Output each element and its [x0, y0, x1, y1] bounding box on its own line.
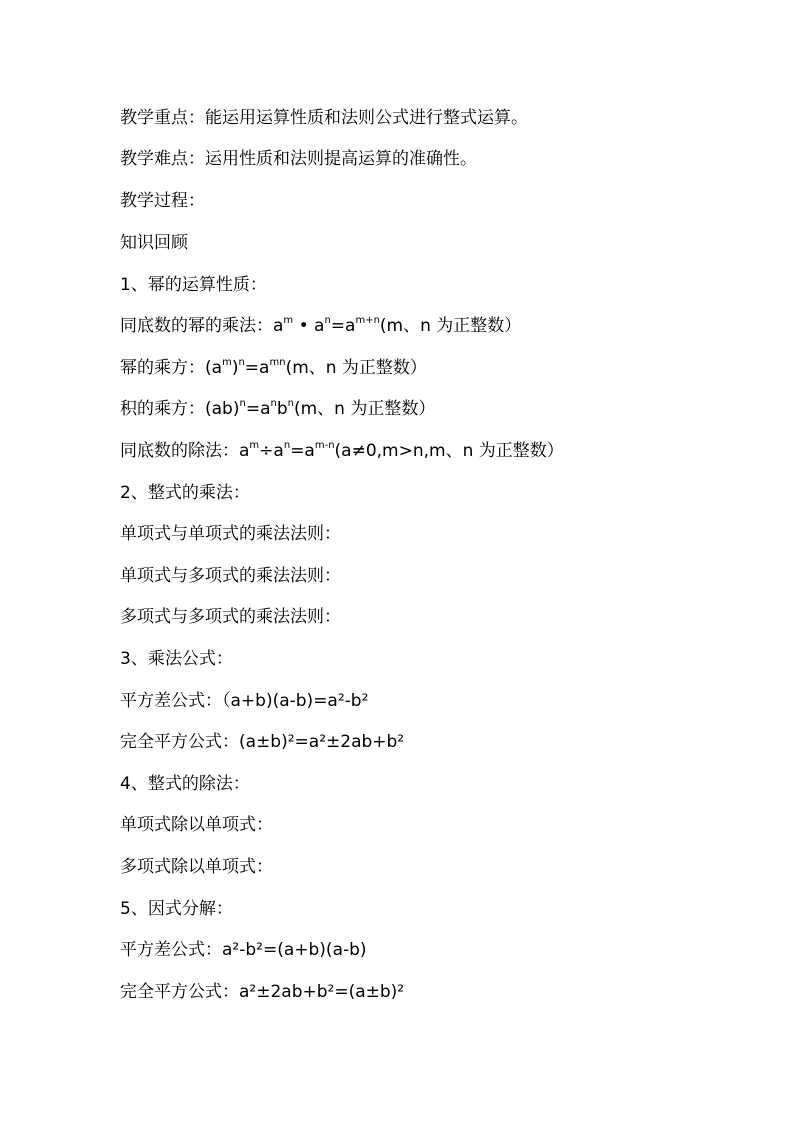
line-perfect-square: 完全平方公式：(a±b)²=a²±2ab+b² [120, 732, 405, 752]
line-section-2: 2、整式的乘法： [120, 483, 250, 503]
line-power-division: 同底数的除法：$a^m\div a^n=a^{m-n}(a\ne 0,m>n,m$、n 为正整数） [120, 440, 564, 461]
line-review: 知识回顾 [120, 233, 188, 253]
line-factor-perfect-square: 完全平方公式：a²±2ab+b²=(a±b)² [120, 982, 405, 1002]
line-power-product: 同底数的幂的乘法：$a^m$ • $a^n=a^{m+n}(m$、n 为正整数） [120, 315, 522, 336]
line-section-3: 3、乘法公式： [120, 649, 233, 669]
line-mono-mono: 单项式与单项式的乘法法则： [120, 524, 341, 544]
line-key-points: 教学重点：能运用运算性质和法则公式进行整式运算。 [120, 108, 528, 128]
line-poly-poly: 多项式与多项式的乘法法则： [120, 607, 341, 627]
line-power-of-product: 积的乘方：$(ab)^n=a^nb^n(m$、n 为正整数） [120, 398, 436, 419]
line-section-5: 5、因式分解： [120, 899, 233, 919]
line-difficulties: 教学难点：运用性质和法则提高运算的准确性。 [120, 149, 477, 169]
line-section-1: 1、幂的运算性质： [120, 275, 267, 295]
line-difference-of-squares: 平方差公式：（a+b)(a-b)=a²-b² [120, 691, 369, 711]
line-mono-div-mono: 单项式除以单项式： [120, 815, 273, 835]
line-factor-diff-squares: 平方差公式：a²-b²=(a+b)(a-b) [120, 940, 367, 960]
line-power-of-power: 幂的乘方：$(a^m)^n=a^{mn}(m$、n 为正整数） [120, 357, 427, 378]
line-mono-poly: 单项式与多项式的乘法法则： [120, 566, 341, 586]
line-section-4: 4、整式的除法： [120, 774, 250, 794]
line-poly-div-mono: 多项式除以单项式： [120, 857, 273, 877]
line-process: 教学过程： [120, 191, 205, 211]
